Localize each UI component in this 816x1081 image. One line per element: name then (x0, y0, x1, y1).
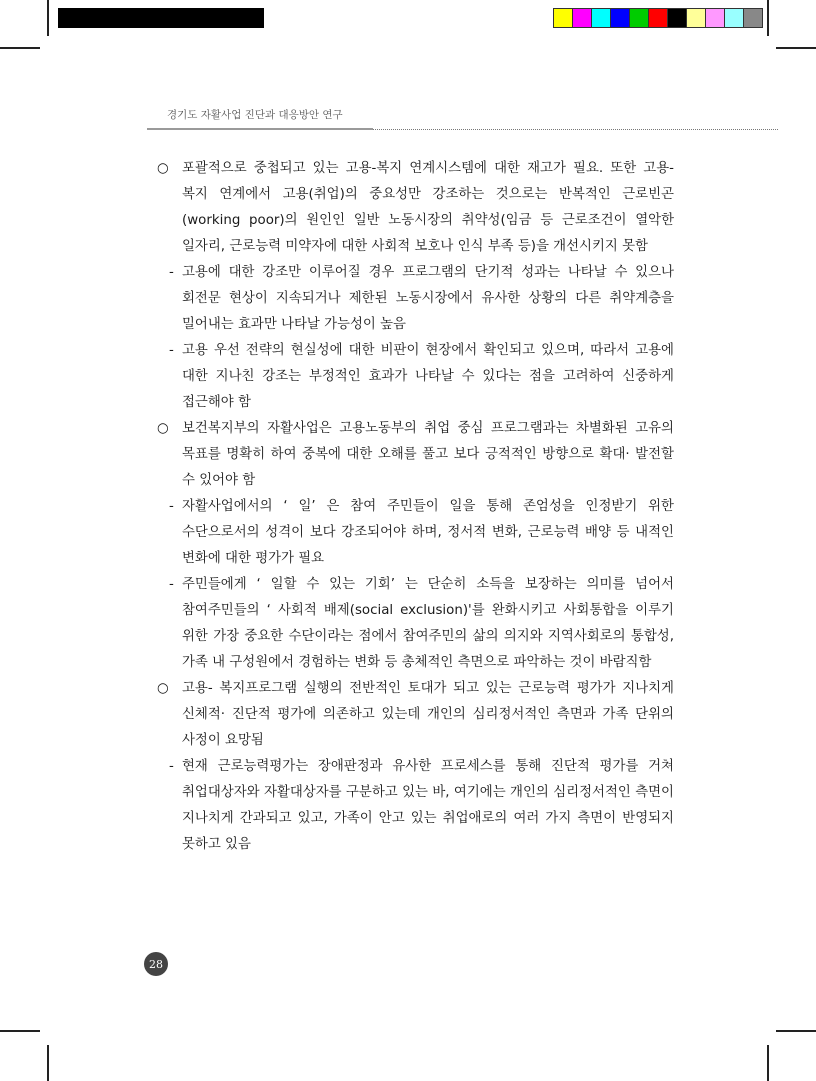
bullet-paragraph (157, 416, 674, 494)
color-swatch (668, 9, 687, 27)
paragraph-text: 고용- 복지프로그램 실행의 전반적인 토대가 되고 있는 근로능력 평가가 지나치게 신체적· 진단적 평가에 의존하고 있는데 개인의 심리정서적인 측면과 가족 단위의 사정이 요망됨 (182, 681, 674, 748)
dash-bullet-icon: - (169, 499, 174, 514)
color-swatch-strip (553, 8, 763, 28)
crop-mark (776, 47, 816, 49)
body-text (157, 156, 674, 858)
paragraph-text: 포괄적으로 중첩되고 있는 고용-복지 연계시스템에 대한 재고가 필요. 또한 고용-복지 연계에서 고용(취업)의 중요성만 강조하는 것으로는 반복적인 근로빈곤(working poor)의 원인인 일반 노동시장의 취약성(임금 등 근로조건이 열악한 일자리, 근로능력 미약자에 대한 사회적 보호나 인식 부족 등)을 개선시키지 못함 (182, 161, 674, 254)
paragraph-text: 고용 우선 전략의 현실성에 대한 비판이 현장에서 확인되고 있으며, 따라서 고용에 대한 지나친 강조는 부정적인 효과가 나타날 수 있다는 점을 고려하여 신중하게 접근해야 함 (182, 343, 674, 410)
color-swatch (725, 9, 744, 27)
header-dotted-rule (373, 129, 778, 130)
circle-bullet-icon: ○ (157, 681, 169, 696)
paragraph-text: 보건복지부의 자활사업은 고용노동부의 취업 중심 프로그램과는 차별화된 고유의 목표를 명확히 하여 중복에 대한 오해를 풀고 보다 긍적적인 방향으로 확대· 발전할 수 있어야 함 (182, 421, 674, 488)
color-swatch (573, 9, 592, 27)
crop-mark (767, 0, 769, 36)
registration-bar (58, 8, 264, 28)
dash-paragraph (157, 572, 674, 676)
color-swatch (554, 9, 573, 27)
running-header: 경기도 자활사업 진단과 대응방안 연구 (167, 109, 343, 121)
dash-paragraph (157, 338, 674, 416)
crop-mark (767, 1045, 769, 1081)
paragraph-text: 현재 근로능력평가는 장애판정과 유사한 프로세스를 통해 진단적 평가를 거쳐 취업대상자와 자활대상자를 구분하고 있는 바, 여기에는 개인의 심리정서적인 측면이 지나치게 간과되고 있고, 가족이 안고 있는 취업애로의 여러 가지 측면이 반영되지 못하고 있음 (182, 759, 674, 852)
dash-bullet-icon: - (169, 343, 174, 358)
color-swatch (592, 9, 611, 27)
bullet-paragraph (157, 676, 674, 754)
color-swatch (706, 9, 725, 27)
paragraph-text: 고용에 대한 강조만 이루어질 경우 프로그램의 단기적 성과는 나타날 수 있으나 회전문 현상이 지속되거나 제한된 노동시장에서 유사한 상황의 다른 취약계층을 밀어내는 효과만 나타날 가능성이 높음 (182, 265, 674, 332)
color-swatch (611, 9, 630, 27)
paragraph-text: 주민들에게 ‘ 일할 수 있는 기회’ 는 단순히 소득을 보장하는 의미를 넘어서 참여주민들의 ‘ 사회적 배제(social exclusion)'를 완화시키고 사회통합을 이루기 위한 가장 중요한 수단이라는 점에서 참여주민의 삶의 의지와 지역사회로의 통합성, 가족 내 구성원에서 경험하는 변화 등 총체적인 측면으로 파악하는 것이 바람직함 (182, 577, 674, 670)
dash-bullet-icon: - (169, 577, 174, 592)
color-swatch (649, 9, 668, 27)
color-swatch (630, 9, 649, 27)
crop-mark (776, 1030, 816, 1032)
dash-paragraph (157, 494, 674, 572)
crop-mark (0, 47, 40, 49)
color-swatch (687, 9, 706, 27)
dash-bullet-icon: - (169, 265, 174, 280)
crop-mark (0, 1030, 40, 1032)
circle-bullet-icon: ○ (157, 421, 169, 436)
paragraph-text: 자활사업에서의 ‘ 일’ 은 참여 주민들이 일을 통해 존엄성을 인정받기 위한 수단으로서의 성격이 보다 강조되어야 하며, 정서적 변화, 근로능력 배양 등 내적인 변화에 대한 평가가 필요 (182, 499, 674, 566)
header-rule (147, 128, 373, 130)
dash-paragraph (157, 754, 674, 858)
color-swatch (744, 9, 762, 27)
page-number: 28 (144, 952, 168, 976)
crop-mark (47, 0, 49, 36)
bullet-paragraph (157, 156, 674, 260)
crop-mark (47, 1045, 49, 1081)
dash-bullet-icon: - (169, 759, 174, 774)
circle-bullet-icon: ○ (157, 161, 169, 176)
dash-paragraph (157, 260, 674, 338)
